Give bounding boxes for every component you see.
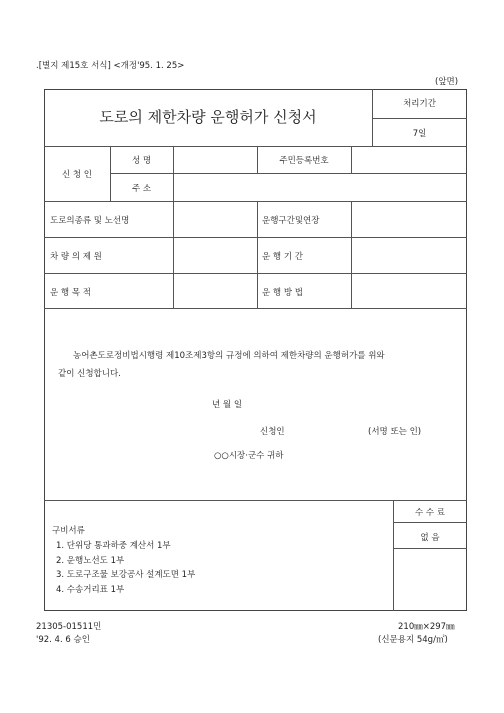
route-section-value[interactable] <box>355 214 463 226</box>
divider <box>44 146 467 147</box>
required-document-item: 1. 단위당 통과하중 계산서 1부 <box>56 541 171 551</box>
operation-purpose-label: 운 행 목 적 <box>50 288 91 298</box>
approval-date: '92. 4. 6 승인 <box>36 635 90 645</box>
form-title: 도로의 제한차량 운행허가 신청서 <box>99 108 317 126</box>
signature-note: (서명 또는 인) <box>368 427 422 437</box>
operation-method-value[interactable] <box>355 286 463 298</box>
processing-period-value: 7일 <box>412 129 427 139</box>
form-code: 21305-01511민 <box>36 622 102 632</box>
divider <box>351 201 352 308</box>
required-document-item: 4. 수송거리표 1부 <box>56 585 125 595</box>
paper-type: (신문용지 54g/㎡) <box>378 635 448 645</box>
divider <box>44 237 467 238</box>
id-number-value[interactable] <box>355 154 463 166</box>
application-statement-line1: 농어촌도로정비법시행령 제10조제3항의 규정에 의하여 제한차량의 운행허가를 위와 <box>73 351 385 361</box>
divider <box>173 146 174 308</box>
divider <box>393 522 467 523</box>
required-document-item: 2. 운행노선도 1부 <box>56 556 125 566</box>
route-section-label: 운행구간및연장 <box>262 216 320 226</box>
applicant-label: 신 청 인 <box>61 170 93 180</box>
signer-label: 신청인 <box>260 427 285 437</box>
name-value[interactable] <box>178 154 253 166</box>
recipient: ○○시장·군수 귀하 <box>214 451 284 461</box>
vehicle-spec-label: 차 량 의 제 원 <box>50 252 102 262</box>
required-documents-title: 구비서류 <box>52 526 85 536</box>
address-value[interactable] <box>178 182 463 194</box>
id-number-label: 주민등록번호 <box>279 156 329 166</box>
divider <box>44 273 467 274</box>
divider <box>110 173 467 174</box>
road-type-value[interactable] <box>178 214 253 226</box>
divider <box>44 500 467 501</box>
fee-label: 수 수 료 <box>414 508 446 518</box>
divider <box>44 308 467 309</box>
required-document-item: 3. 도로구조물 보강공사 설계도면 1부 <box>56 570 196 580</box>
application-statement-line2: 같이 신청합니다. <box>58 369 121 379</box>
form-reference: .[별지 제15호 서식] <개정'95. 1. 25> <box>36 61 185 71</box>
fee-value: 없 음 <box>420 533 440 543</box>
divider <box>393 548 467 549</box>
paper-size: 210㎜×297㎜ <box>398 622 455 632</box>
divider <box>44 201 467 202</box>
name-label: 성 명 <box>131 156 152 166</box>
operation-period-value[interactable] <box>355 250 463 262</box>
date-line: 년 월 일 <box>212 400 243 410</box>
vehicle-spec-value[interactable] <box>178 250 253 262</box>
operation-purpose-value[interactable] <box>178 286 253 298</box>
divider <box>351 146 352 173</box>
divider <box>257 201 258 308</box>
processing-period-label: 처리기간 <box>403 99 436 109</box>
address-label: 주 소 <box>131 184 152 194</box>
operation-method-label: 운 행 방 법 <box>262 288 303 298</box>
operation-period-label: 운 행 기 간 <box>262 252 303 262</box>
page-side-note: (앞면) <box>435 77 459 87</box>
divider <box>372 118 467 119</box>
road-type-label: 도로의종류 및 노선명 <box>50 216 130 226</box>
